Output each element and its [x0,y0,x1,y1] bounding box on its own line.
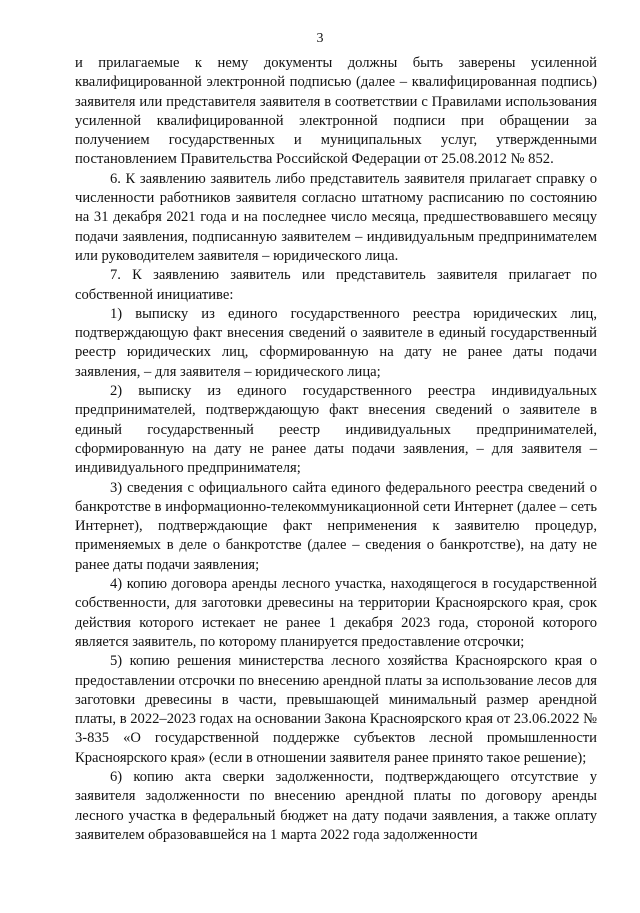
paragraph-continuation: и прилагаемые к нему документы должны быть заверены усиленной квалифицированной электронной подписью (далее – квалифицированная подпись) заявителя или представителя заявителя в соответствии с Правилами использования усиленной квалифицированной электронной подписи при обращении за получением государственных и муниципальных услуг, утвержденными постановлением Правительства Российской Федерации от 25.08.2012 № 852. [75,55,597,168]
subitem-5: 5) копию решения министерства лесного хозяйства Красноярского края о предоставлении отсрочки по внесению арендной платы за использование лесов для заготовки древесины в части, превышающей минимальный размер арендной платы, в 2022–2023 годах на основании Закона Красноярского края от 23.06.2022 № 3-835 «О государственной поддержке субъектов лесной промышленности Красноярского края» (если в отношении заявителя ранее принято такое решение); [75,653,597,766]
page-number: 3 [316,31,324,46]
subitem-6: 6) копию акта сверки задолженности, подтверждающего отсутствие у заявителя задолженности по внесению арендной платы по договору аренды лесного участка в федеральный бюджет на дату подачи заявления, а также оплату заявителем образовавшейся на 1 марта 2022 года задолженности [75,768,597,843]
subitem-2: 2) выписку из единого государственного реестра индивидуальных предпринимателей, подтверждающую факт внесения сведений о заявителе в единый государственный реестр индивидуальных предпринимателей, сформированную на дату не ранее даты подачи заявления, – для заявителя – индивидуального предпринимателя; [75,383,597,477]
paragraph-item-6: 6. К заявлению заявитель либо представитель заявителя прилагает справку о численности работников заявителя согласно штатному расписанию по состоянию на 31 декабря 2021 года и на последнее число месяца, предшествовавшего месяцу подачи заявления, подписанную заявителем – индивидуальным предпринимателем или руководителем заявителя – юридического лица. [75,170,597,264]
paragraph-item-7: 7. К заявлению заявитель или представитель заявителя прилагает по собственной инициативе: [75,267,597,303]
subitem-1: 1) выписку из единого государственного реестра юридических лиц, подтверждающую факт внесения сведений о заявителе в единый государственный реестр юридических лиц, сформированную на дату не ранее даты подачи заявления, – для заявителя – юридического лица; [75,305,597,380]
subitem-4: 4) копию договора аренды лесного участка, находящегося в государственной собственности, для заготовки древесины на территории Красноярского края, срок действия которого истекает не ранее 1 декабря 2023 года, стороной которого является заявитель, по которому планируется предоставление отсрочки; [75,576,597,650]
subitem-3: 3) сведения с официального сайта единого федерального реестра сведений о банкротстве в информационно-телекоммуникационной сети Интернет (далее – сеть Интернет), подтверждающие факт неприменения к заявителю процедур, применяемых в деле о банкротстве (далее – сведения о банкротстве), на дату не ранее даты подачи заявления; [75,479,597,573]
body-text [75,54,597,845]
